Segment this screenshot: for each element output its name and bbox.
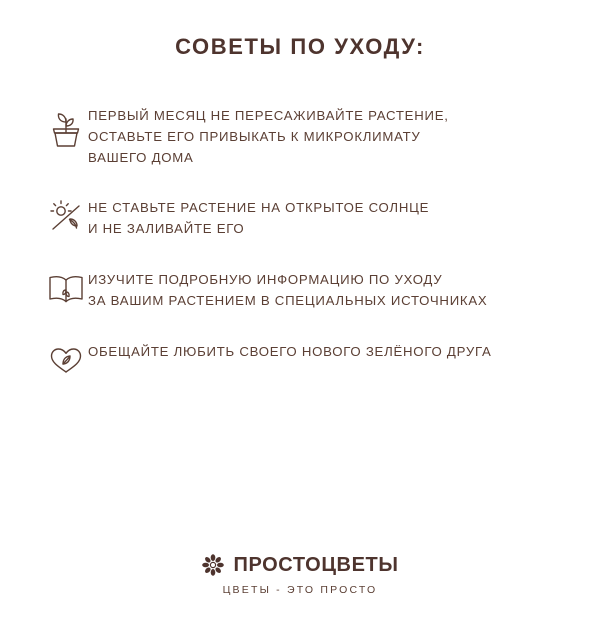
tips-list [0, 104, 600, 386]
list-item [0, 340, 600, 386]
potted-plant-icon [44, 104, 88, 150]
brand-lockup [0, 553, 600, 577]
care-tips-card [0, 34, 600, 634]
brand-tagline: ЦВЕТЫ - ЭТО ПРОСТО [222, 584, 378, 596]
tip-line: ОСТАВЬТЕ ЕГО ПРИВЫКАТЬ К МИКРОКЛИМАТУ [88, 129, 421, 144]
tip-text [88, 268, 570, 311]
list-item [0, 104, 600, 168]
tip-line: ЗА ВАШИМ РАСТЕНИЕМ В СПЕЦИАЛЬНЫХ ИСТОЧНИКАХ [88, 293, 488, 308]
tip-text [88, 104, 570, 168]
flower-logo-icon [201, 553, 225, 577]
list-item [0, 268, 600, 314]
tip-text [88, 196, 570, 239]
tip-line: ИЗУЧИТЕ ПОДРОБНУЮ ИНФОРМАЦИЮ ПО УХОДУ [88, 272, 443, 287]
list-item [0, 196, 600, 242]
tip-line: ПЕРВЫЙ МЕСЯЦ НЕ ПЕРЕСАЖИВАЙТЕ РАСТЕНИЕ, [88, 108, 449, 123]
tip-line: НЕ СТАВЬТЕ РАСТЕНИЕ НА ОТКРЫТОЕ СОЛНЦЕ [88, 200, 430, 215]
page-title: СОВЕТЫ ПО УХОДУ: [175, 34, 425, 59]
heart-leaf-icon [44, 340, 88, 386]
brand-name: ПРОСТОЦВЕТЫ [233, 553, 399, 576]
open-book-icon [44, 268, 88, 314]
no-direct-sun-icon [44, 196, 88, 242]
tip-line: ОБЕЩАЙТЕ ЛЮБИТЬ СВОЕГО НОВОГО ЗЕЛЁНОГО ДРУГА [88, 344, 492, 359]
tip-line: И НЕ ЗАЛИВАЙТЕ ЕГО [88, 221, 245, 236]
footer [0, 553, 600, 596]
tip-text [88, 340, 570, 362]
tip-line: ВАШЕГО ДОМА [88, 150, 194, 165]
